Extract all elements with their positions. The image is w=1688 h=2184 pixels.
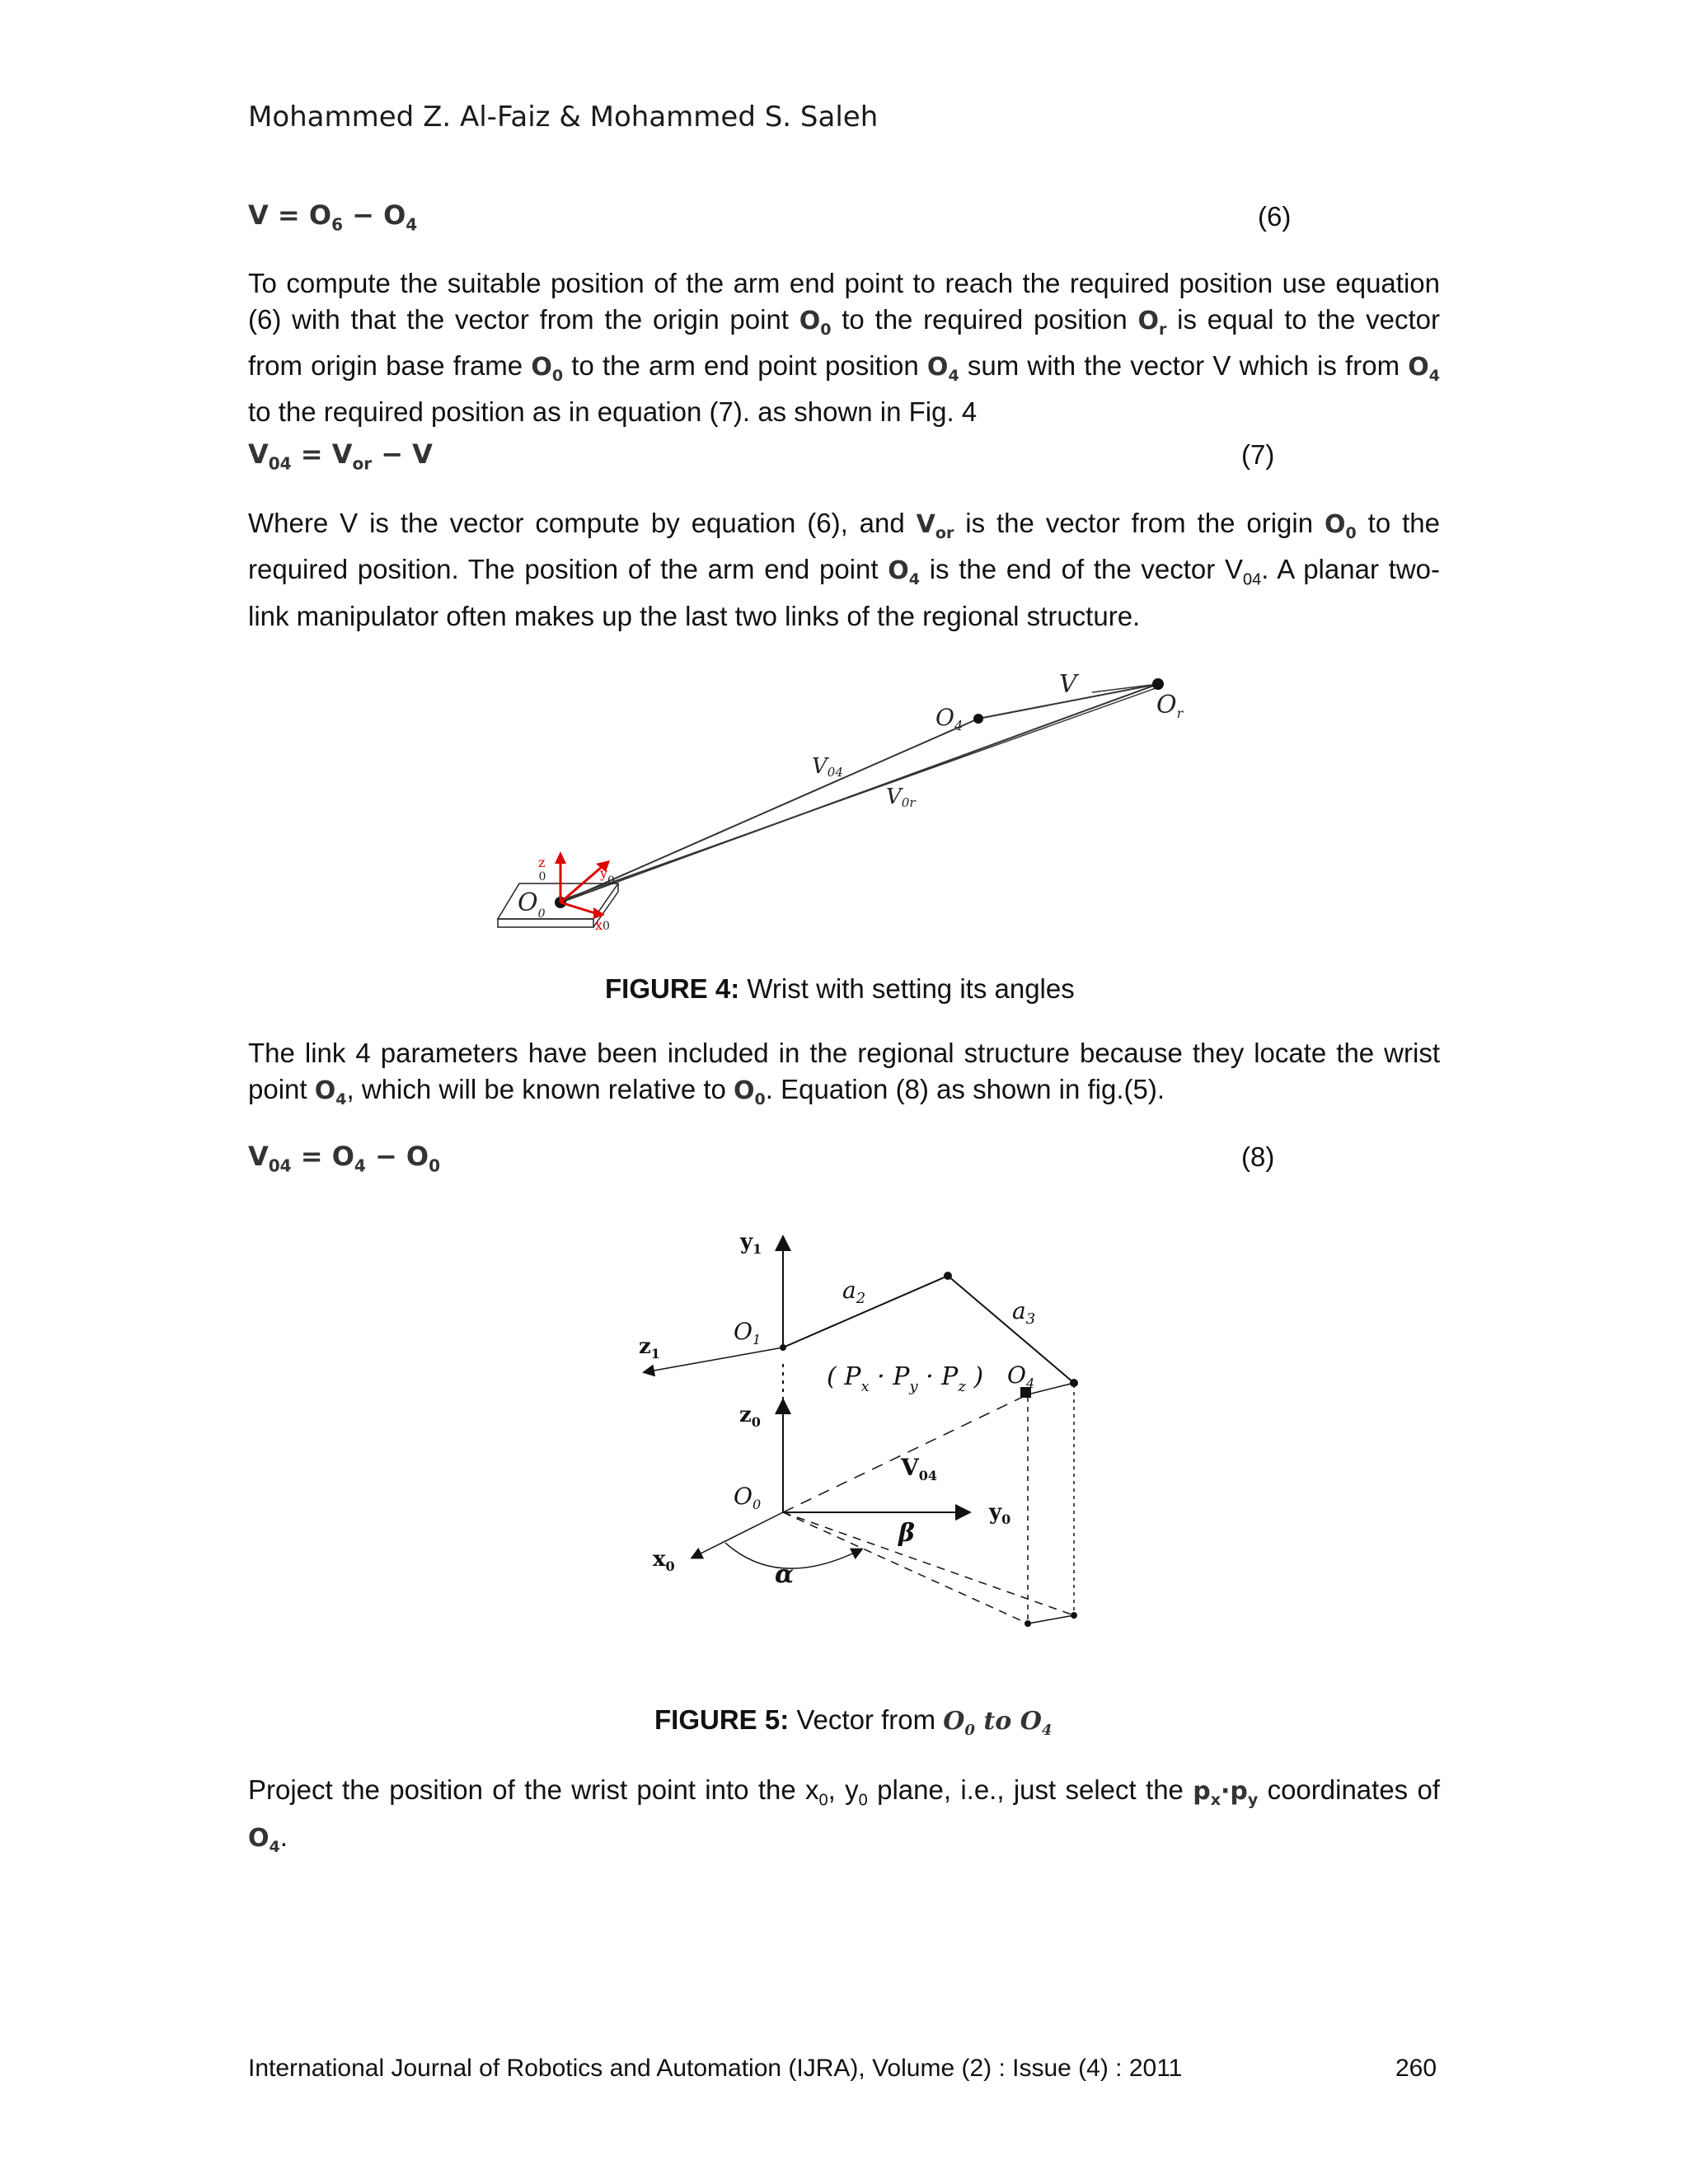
label-a2: $a_2$ <box>842 1277 866 1307</box>
figure-4-caption: FIGURE 4: Wrist with setting its angles <box>605 973 1075 1004</box>
equation-7: $V_{04} = V_{or} - V$ <box>248 438 433 474</box>
label-o0: $O_0$ <box>734 1483 762 1512</box>
paragraph-2: Where V is the vector compute by equation (6), and $V_{or}$ is the vector from the origin $O_0$ to the required position. The position of the arm end point $O_4$ is the end of the vector $V_{04}$. A planar two-link manipulator often makes up the last two links of the regional structure. <box>248 508 1441 631</box>
label-z0: z 0 <box>538 855 546 883</box>
label-or: $O_r$ <box>1156 691 1184 721</box>
running-header: Mohammed Z. Al-Faiz & Mohammed S. Saleh <box>248 101 879 134</box>
equation-8-number: (8) <box>1241 1141 1275 1172</box>
label-v0r: V0r <box>886 785 916 810</box>
axis-y0 <box>560 867 602 902</box>
equation-7-number: (7) <box>1241 439 1275 470</box>
base-plate-side <box>498 919 593 927</box>
label-x0: x0 <box>595 917 610 933</box>
label-o4: $O_4$ <box>935 704 964 733</box>
label-x0: $x_0$ <box>653 1547 675 1574</box>
paragraph-4: Project the position of the wrist point into the $x_0$, $y_0$ plane, i.e., just select the $p_x\cdot p_y$ coordinates of $O_4$. <box>248 1774 1441 1856</box>
label-y0: $y_0$ <box>989 1500 1011 1527</box>
vector-v04 <box>560 719 978 902</box>
label-a3: $a_3$ <box>1012 1297 1036 1328</box>
label-v04: V04 <box>812 754 843 780</box>
label-alpha: α <box>775 1560 795 1589</box>
link-a2 <box>783 1276 948 1347</box>
label-z1: $z_1$ <box>639 1334 660 1361</box>
figure-5-diagram <box>626 1220 1137 1648</box>
equation-6: $V = O_6 - O_4$ <box>248 199 418 235</box>
axis-x0 <box>692 1512 783 1558</box>
footer-page-number: 260 <box>1395 2055 1437 2082</box>
label-pxyz: ( $P_x \cdot P_y \cdot P_z$ ) <box>827 1362 984 1395</box>
equation-8: $V_{04} = O_4 - O_0$ <box>248 1141 441 1176</box>
label-o0: $O_0$ <box>518 888 546 921</box>
equation-6-number: (6) <box>1258 201 1292 232</box>
label-z0: $z_0$ <box>739 1403 761 1430</box>
label-v04: $V_{04}$ <box>901 1454 937 1483</box>
figure-5-caption: FIGURE 5: Vector from $O_0$ to $O_4$ <box>654 1704 1053 1739</box>
footer-journal: International Journal of Robotics and Automation (IJRA), Volume (2) : Issue (4) : 2011 <box>248 2055 1183 2082</box>
label-y0: y0 <box>600 865 615 888</box>
label-y1: $y_1$ <box>740 1230 762 1257</box>
point-o4 <box>973 714 983 724</box>
label-o1: $O_1$ <box>734 1318 762 1347</box>
figure-4-diagram <box>478 651 1220 940</box>
axis-x0 <box>560 902 595 913</box>
label-v: V <box>1059 670 1077 699</box>
paragraph-1: To compute the suitable position of the arm end point to reach the required position use equation (6) with that the vector from the origin point $O_0$ to the required position $O_r$ is equal to the vector from origin base frame $O_0$ to the arm end point position $O_4$ sum with the vector V which is from $O_4$ to the required position as in equation (7). as shown in Fig. 4 <box>248 268 1440 427</box>
paragraph-3: The link 4 parameters have been included in the regional structure because they locate the wrist point $O_4$, which will be known relative to $O_0$. Equation (8) as shown in fig.(5). <box>248 1038 1440 1108</box>
point-or <box>1152 678 1164 690</box>
axis-z1 <box>645 1347 783 1372</box>
label-o4: $O_4$ <box>1007 1361 1035 1391</box>
label-beta: β <box>898 1519 915 1548</box>
